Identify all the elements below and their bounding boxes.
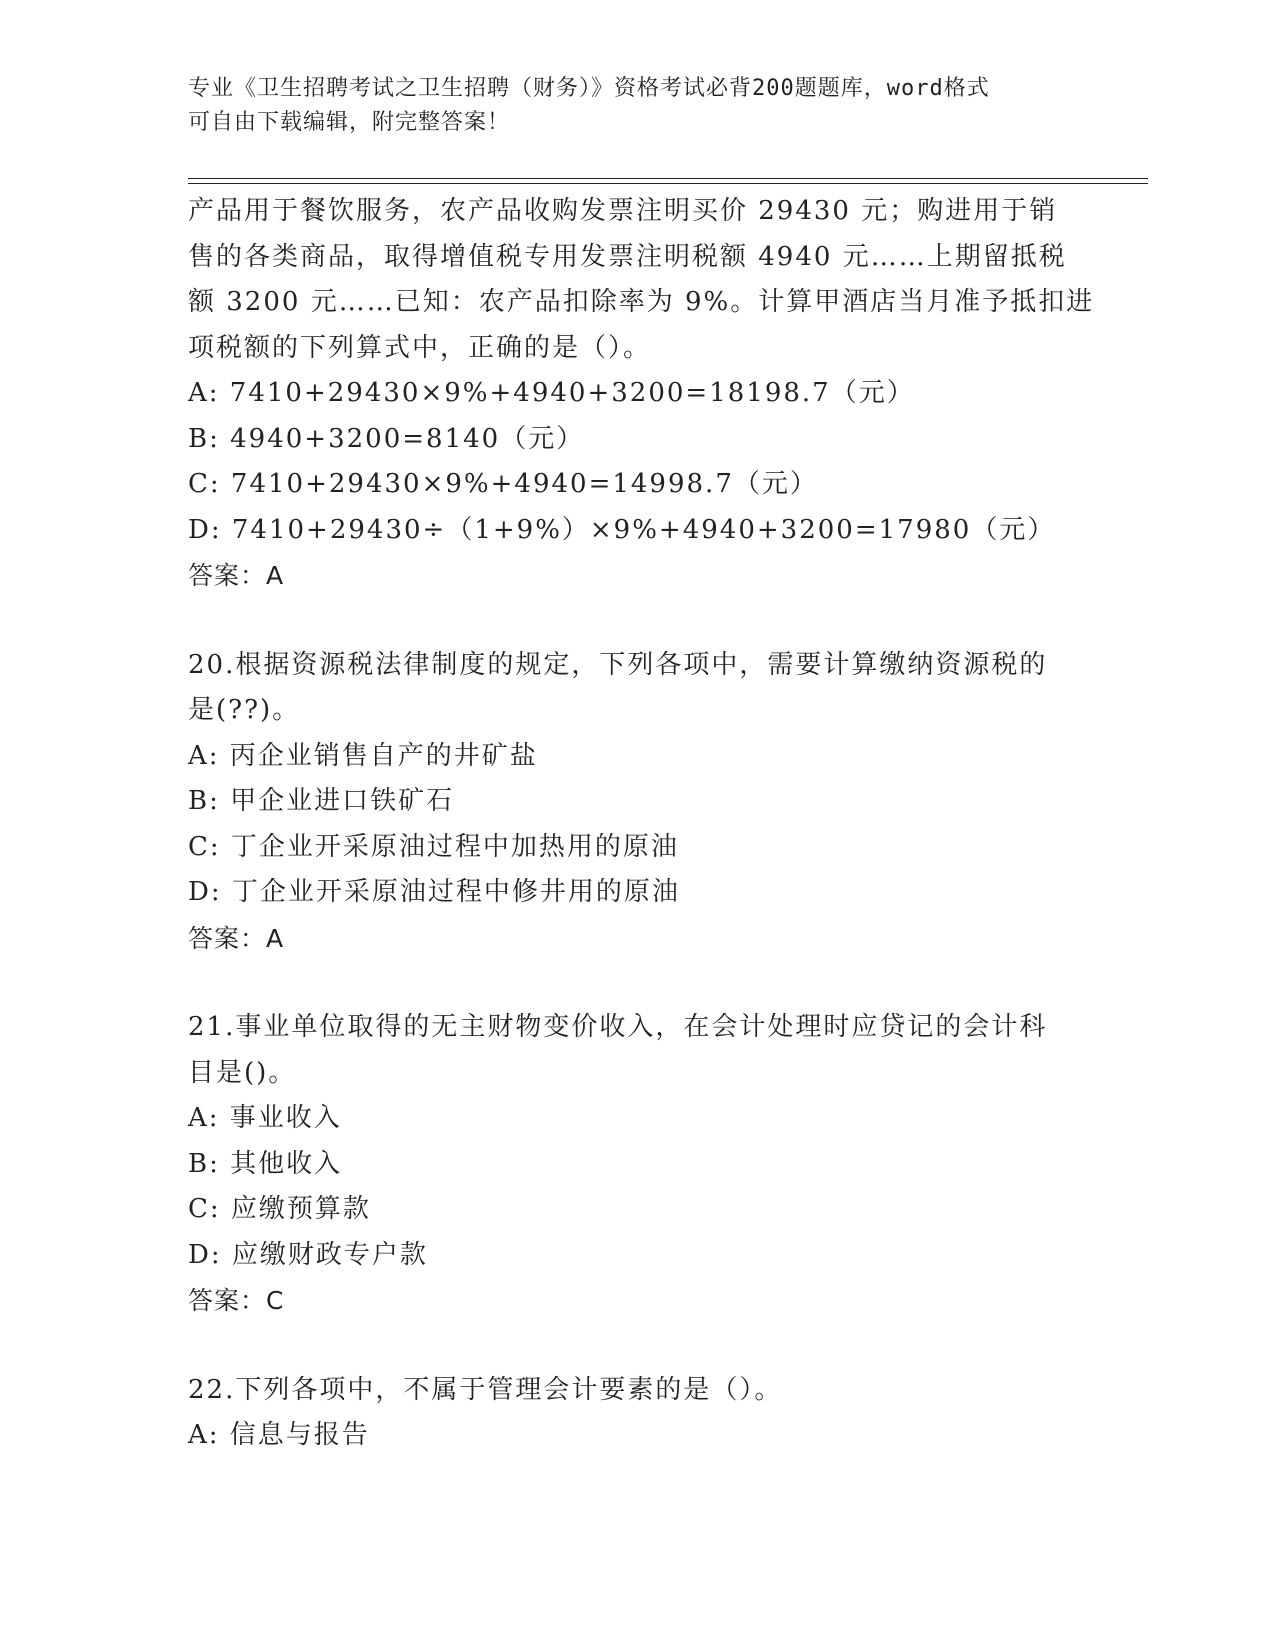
option-c: C: 丁企业开采原油过程中加热用的原油	[188, 831, 679, 862]
option-a: A: 事业收入	[188, 1103, 342, 1133]
question-21	[188, 1005, 1088, 1324]
question-22	[188, 1368, 1088, 1459]
question-stem-line: 目是()。	[188, 1057, 297, 1088]
question-stem-line: 售的各类商品，取得增值税专用发票注明税额 4940 元……上期留抵税	[188, 241, 1067, 272]
option-d: D: 应缴财政专户款	[188, 1239, 428, 1270]
question-stem-line: 产品用于餐饮服务，农产品收购发票注明买价 29430 元；购进用于销	[188, 196, 1058, 226]
option-a: A: 7410+29430×9%+4940+3200=18198.7（元）	[188, 378, 915, 408]
header-divider-bottom	[188, 183, 1148, 184]
question-stem-line: 项税额的下列算式中，正确的是（）。	[188, 332, 652, 363]
answer-line: 答案：A	[188, 561, 285, 590]
question-stem-line: 20.根据资源税法律制度的规定，下列各项中，需要计算缴纳资源税的	[188, 649, 1048, 680]
document-header	[188, 72, 1088, 140]
header-divider-top	[188, 178, 1148, 179]
question-stem-line: 是(??)。	[188, 695, 301, 725]
answer-line: 答案：C	[188, 1286, 285, 1315]
question-stem-line: 额 3200 元……已知：农产品扣除率为 9%。计算甲酒店当月准予抵扣进	[188, 287, 1095, 317]
option-a: A: 丙企业销售自产的井矿盐	[188, 740, 538, 771]
question-spacer	[188, 599, 1088, 643]
option-b: B: 4940+3200=8140（元）	[188, 423, 585, 454]
question-spacer	[188, 961, 1088, 1005]
option-d: D: 丁企业开采原油过程中修井用的原油	[188, 877, 680, 907]
option-d: D: 7410+29430÷（1+9%）×9%+4940+3200=17980（元）	[188, 514, 1056, 545]
question-spacer	[188, 1324, 1088, 1368]
question-stem-line: 22.下列各项中，不属于管理会计要素的是（）。	[188, 1374, 783, 1405]
question-20	[188, 643, 1088, 962]
question-19	[188, 189, 1095, 599]
option-c: C: 7410+29430×9%+4940=14998.7（元）	[188, 469, 818, 499]
option-c: C: 应缴预算款	[188, 1194, 371, 1224]
document-body	[188, 189, 1095, 1459]
option-b: B: 其他收入	[188, 1148, 343, 1179]
header-line-1: 专业《卫生招聘考试之卫生招聘（财务）》资格考试必背200题题库，word格式	[188, 76, 990, 101]
question-stem-line: 21.事业单位取得的无主财物变价收入，在会计处理时应贷记的会计科	[188, 1012, 1048, 1042]
answer-line: 答案：A	[188, 923, 285, 953]
option-b: B: 甲企业进口铁矿石	[188, 786, 455, 816]
option-a: A: 信息与报告	[188, 1420, 370, 1450]
header-line-2: 可自由下载编辑，附完整答案！	[188, 110, 511, 135]
